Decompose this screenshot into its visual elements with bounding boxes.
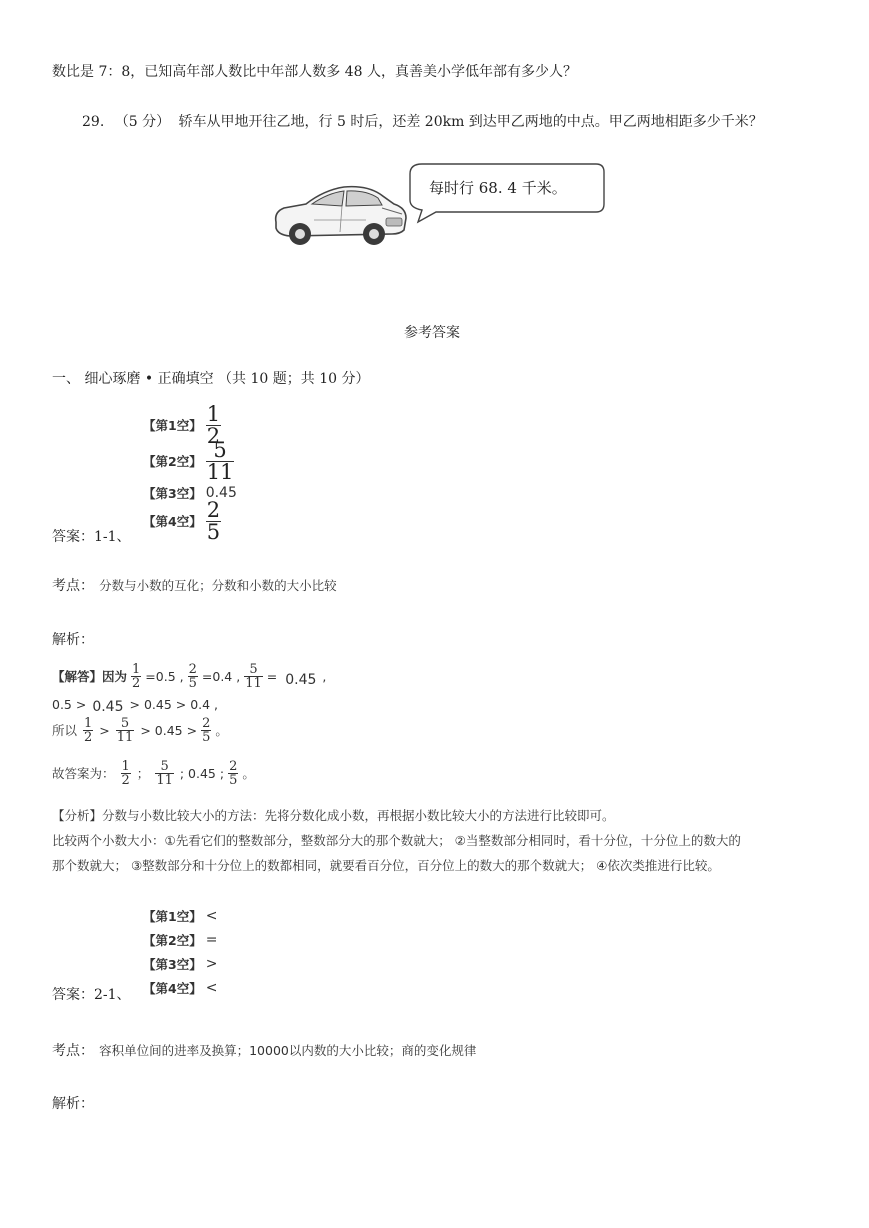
fraction: [206, 497, 221, 544]
text: >: [99, 722, 110, 738]
ans1-blank-4: [143, 497, 221, 544]
denominator: 5: [229, 772, 238, 788]
kaodian-text: 容积单位间的进率及换算；10000以内数的大小比较；商的变化规律: [99, 1043, 477, 1058]
ans2-kaodian: [52, 1040, 476, 1060]
answer-title: 参考答案: [404, 325, 460, 341]
repeating-decimal: 0.45: [92, 699, 124, 715]
q28-tail-text: 数比是 7：8，已知高年部人数比中年部人数多 48 人，真善美小学低年部有多少人？: [52, 64, 577, 80]
q29-text: 轿车从甲地开往乙地，行 5 时后，还差 20km 到达甲乙两地的中点。甲乙两地相距多少千米？: [178, 114, 763, 130]
ans1-blank-2: [143, 437, 234, 484]
fraction: [155, 760, 174, 787]
blank-label: 【第4空】: [143, 981, 202, 996]
q29-number: 29.: [82, 114, 105, 130]
ans2-answer-label: 答案：2-1、: [52, 987, 131, 1003]
ans2-blank-2: [143, 931, 217, 949]
analysis-line-2: 比较两个小数大小：①先看它们的整数部分，整数部分大的那个数就大； ②当整数部分相同时，看十分位，十分位上的数大的: [52, 833, 741, 848]
text: ; 0.45 ;: [179, 765, 225, 781]
text: =0.5 ,: [145, 668, 184, 684]
text: > 0.45 >: [140, 722, 198, 738]
denominator: 2: [206, 423, 221, 448]
denominator: 2: [132, 675, 141, 691]
fraction: [188, 663, 198, 690]
numerator: 1: [206, 401, 221, 426]
denominator: 5: [188, 675, 197, 691]
ans1-jiexi-label: 解析：: [52, 632, 94, 648]
ans2-blank-4: [143, 979, 217, 997]
text: 0.5 >: [52, 696, 87, 712]
blank-value: =: [205, 932, 218, 948]
numerator: 5: [160, 758, 169, 774]
ans2-blank-1: [143, 907, 217, 925]
text: ,: [322, 668, 327, 684]
denominator: 11: [206, 459, 234, 484]
denominator: 2: [121, 772, 130, 788]
denominator: 11: [245, 675, 262, 691]
solution-line-2: [52, 694, 218, 714]
blank-label: 【第2空】: [143, 454, 202, 469]
kaodian-text: 分数与小数的互化；分数和小数的大小比较: [99, 578, 337, 593]
denominator: 11: [116, 729, 134, 745]
numerator: 2: [202, 715, 211, 731]
fraction: [206, 437, 235, 484]
blank-label: 【第4空】: [143, 514, 202, 529]
blank-label: 【第1空】: [143, 909, 202, 924]
blank-label: 【第3空】: [143, 957, 202, 972]
text: =: [266, 668, 278, 684]
text: 。: [242, 766, 255, 781]
kaodian-label: 考点：: [52, 1043, 94, 1059]
fraction: [121, 760, 131, 787]
fraction: [116, 717, 135, 744]
denominator: 2: [84, 729, 93, 745]
fraction: [201, 717, 211, 744]
ans2-blank-3: [143, 955, 217, 973]
blank-value: <: [205, 980, 218, 996]
text: 所以: [52, 723, 78, 738]
analysis-line-1: 【分析】分数与小数比较大小的方法：先将分数化成小数，再根据小数比较大小的方法进行比较即可。: [52, 808, 615, 823]
blank-label: 【第2空】: [143, 933, 202, 948]
fraction: [83, 717, 93, 744]
numerator: 5: [213, 437, 227, 462]
speech-bubble-text: 每时行 68. 4 千米。: [429, 179, 567, 197]
section-1-heading: 一、 细心琢磨 • 正确填空 （共 10 题；共 10 分）: [52, 371, 370, 387]
text: =0.4 ,: [201, 668, 241, 684]
ans1-answer-label: 答案：1-1、: [52, 529, 131, 545]
ans1-blank-3: [143, 484, 237, 502]
text: > 0.45 > 0.4 ,: [129, 696, 219, 712]
numerator: 1: [132, 661, 141, 677]
numerator: 2: [229, 758, 238, 774]
text: ；: [136, 766, 150, 781]
numerator: 1: [84, 715, 93, 731]
ans1-kaodian: [52, 575, 337, 595]
numerator: 2: [206, 497, 221, 522]
numerator: 1: [121, 758, 130, 774]
fraction: [131, 663, 141, 690]
repeating-decimal: 0.45: [285, 672, 317, 688]
denominator: 11: [156, 772, 173, 788]
kaodian-label: 考点：: [52, 578, 94, 594]
blank-value: <: [205, 908, 218, 924]
text: 。: [215, 723, 228, 738]
blank-value: 0.45: [205, 485, 237, 501]
denominator: 5: [206, 519, 221, 544]
q29-score: （5 分）: [114, 114, 171, 130]
solution-line-3: [52, 714, 228, 746]
car-illustration: [270, 178, 410, 250]
fraction: [228, 760, 238, 787]
jieda-label: 【解答】因为: [52, 669, 128, 684]
fraction: [244, 663, 263, 690]
solution-line-4: [52, 757, 255, 789]
ans2-jiexi-label: 解析：: [52, 1096, 94, 1112]
blank-label: 【第1空】: [143, 418, 202, 433]
numerator: 2: [188, 661, 197, 677]
q29-line: [82, 111, 763, 131]
analysis-line-3: 那个数就大； ③整数部分和十分位上的数都相同，就要看百分位，百分位上的数大的那个数就大； ④依次类推进行比较。: [52, 858, 720, 873]
numerator: 5: [249, 661, 258, 677]
solution-line-1: [52, 660, 326, 692]
text: 故答案为：: [52, 766, 115, 781]
blank-value: >: [205, 956, 218, 972]
blank-label: 【第3空】: [143, 486, 202, 501]
denominator: 5: [202, 729, 211, 745]
numerator: 5: [120, 715, 130, 731]
